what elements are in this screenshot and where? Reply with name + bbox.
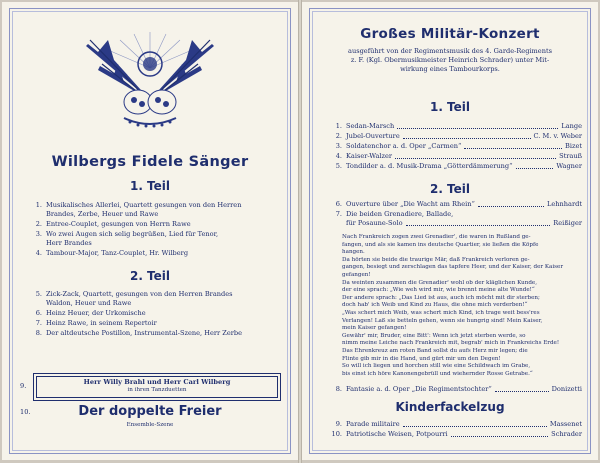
program-item bbox=[24, 249, 282, 258]
item-number: 10. bbox=[20, 408, 31, 416]
ballad-line: fangen, und als sie kamen ins deutsche Quartier, sie ließen die Köpfe bbox=[342, 241, 539, 248]
item-number: 10. bbox=[331, 430, 342, 438]
item-title: Patriotische Weisen, Potpourri bbox=[346, 430, 448, 438]
item-title: Tondilder a. d. Musik-Drama „Götterdämmerung“ bbox=[346, 162, 513, 170]
left-page bbox=[2, 2, 298, 460]
program-item bbox=[324, 142, 582, 151]
item-number: 9. bbox=[335, 420, 342, 428]
ballad-line: Gewähr' mir, Bruder, eine Bitt': Wenn ich jetzt sterben werde, so bbox=[342, 332, 526, 339]
program-item bbox=[324, 210, 582, 219]
ballad-line: Da hörten sie beide die traurige Mär, daß Frankreich verloren ge- bbox=[342, 256, 530, 263]
item-number: 3. bbox=[35, 230, 42, 238]
duet-subtitle: in ihren Tanzduetten bbox=[127, 387, 187, 393]
program-item bbox=[324, 385, 582, 394]
item-composer: Lehnhardt bbox=[547, 200, 582, 208]
ballad-line: hangen. bbox=[342, 249, 365, 256]
program-item bbox=[324, 200, 582, 209]
item-text: Wo zwei Augen sich selig begrüßen, Lied für Tenor, bbox=[46, 230, 219, 238]
ballad-line: mein Kaiser gefangen! bbox=[342, 325, 407, 332]
ballad-line: doch hab' ich Weib und Kind zu Haus, die ohne mich verderben!“ bbox=[342, 302, 528, 309]
program-item bbox=[324, 152, 582, 161]
item-title: Jubel-Ouverture bbox=[346, 132, 400, 140]
item-number: 8. bbox=[35, 329, 42, 337]
item-text: Der altdeutsche Postillon, Instrumental-Szene, Herr Zerbe bbox=[46, 329, 243, 337]
item-title: Kaiser-Walzer bbox=[346, 152, 393, 160]
item-text: Tambour-Major, Tanz-Couplet, Hr. Wilberg bbox=[46, 249, 189, 257]
item-composer: Massenet bbox=[549, 420, 582, 428]
program-item-continued bbox=[324, 219, 582, 228]
item-text: Herr Brandes bbox=[46, 238, 92, 247]
item-composer: Strauß bbox=[559, 152, 582, 160]
program-item bbox=[24, 290, 282, 307]
program-item bbox=[324, 430, 582, 439]
item-number: 4. bbox=[335, 152, 342, 160]
program-item bbox=[324, 162, 582, 171]
flags-emblem-icon bbox=[78, 30, 222, 134]
item-title: Parade militaire bbox=[346, 420, 400, 428]
ballad-line: Das Ehrenkreuz am roten Band sollst du aufs Herz mir legen; die bbox=[342, 347, 528, 354]
part2-heading: 2. Teil bbox=[429, 182, 471, 196]
duet-performers: Herr Willy Brahl und Herr Carl Wilberg bbox=[83, 378, 231, 386]
ballad-line: Der andere sprach: „Das Lied ist aus, auch ich möcht mit dir sterben; bbox=[342, 294, 540, 301]
item-composer: Lange bbox=[561, 122, 582, 130]
item-text: Musikalisches Allerlei, Quartett gesungen von den Herren bbox=[46, 201, 242, 209]
finale-title: Der doppelte Freier bbox=[78, 404, 222, 419]
item-number: 3. bbox=[335, 142, 342, 150]
concert-subtitle: z. F. (Kgl. Obermusikmeister Heinrich Schrader) unter Mit- bbox=[350, 56, 550, 64]
program-item bbox=[324, 122, 582, 131]
ballad-line: der eine sprach: „Wie weh wird mir, wie brennt meine alte Wunde!“ bbox=[342, 287, 535, 294]
item-composer: Wagner bbox=[556, 162, 582, 170]
duet-box bbox=[36, 376, 278, 398]
ballad-line: So will ich liegen und horchen still wie eine Schildwach im Grabe, bbox=[342, 363, 531, 370]
kinderfackelzug-heading: Kinderfackelzug bbox=[395, 400, 505, 414]
ballad-line: bis einst ich höre Kanonengebrüll und wiehernder Rosse Getrabe.“ bbox=[342, 370, 533, 377]
troupe-title: Wilbergs Fidele Sänger bbox=[51, 154, 249, 170]
finale-subtitle: Ensemble-Szene bbox=[126, 422, 174, 428]
program-item bbox=[24, 201, 282, 218]
ballad-line: Flinte gib mir in die Hand, und gürt mir um den Degen! bbox=[342, 355, 501, 362]
ballad-line: nimm meine Leiche nach Frankreich mit, begrab' mich in Frankreichs Erde! bbox=[342, 340, 560, 347]
item-number: 1. bbox=[335, 122, 342, 130]
item-number: 6. bbox=[335, 200, 342, 208]
item-composer: C. M. v. Weber bbox=[533, 132, 582, 140]
concert-subtitle: ausgeführt von der Regimentsmusik des 4. Garde-Regiments bbox=[348, 47, 552, 55]
concert-subtitle: wirkung eines Tambourkorps. bbox=[400, 65, 500, 73]
item-composer: Reißiger bbox=[553, 219, 582, 227]
part1-heading: 1. Teil bbox=[429, 100, 471, 114]
item-text: Waldon, Heuer und Rawe bbox=[46, 298, 132, 307]
item-title: Sedan-Marsch bbox=[346, 122, 395, 130]
program-item bbox=[324, 420, 582, 429]
item-number: 7. bbox=[335, 210, 342, 218]
item-composer: Donizetti bbox=[551, 385, 582, 393]
item-number: 2. bbox=[35, 220, 42, 228]
program-item bbox=[324, 132, 582, 141]
right-page bbox=[302, 2, 598, 460]
item-text: Zick-Zack, Quartett, gesungen von den Herren Brandes bbox=[46, 290, 233, 298]
item-number: 5. bbox=[35, 290, 42, 298]
item-text: Heinz Rawe, in seinem Repertoir bbox=[46, 319, 157, 327]
item-number: 8. bbox=[335, 385, 342, 393]
item-composer: Bizet bbox=[565, 142, 582, 150]
part2-heading: 2. Teil bbox=[129, 269, 171, 283]
program-item bbox=[24, 220, 282, 229]
item-number: 1. bbox=[35, 201, 42, 209]
ballad-line: „Was schert mich Weib, was schert mich Kind, ich trage weit bess'res bbox=[342, 309, 540, 316]
item-text: Heinz Heuer, der Urkomische bbox=[46, 309, 146, 317]
item-number: 6. bbox=[35, 309, 42, 317]
item-title: Soldatenchor a. d. Oper „Carmen“ bbox=[346, 142, 462, 150]
item-title: Die beiden Grenadiere, Ballade, bbox=[346, 210, 454, 218]
item-number: 9. bbox=[20, 382, 27, 390]
ballad-line: Da weinten zusammen die Grenadier' wohl ob der kläglichen Kunde, bbox=[342, 279, 538, 286]
item-number: 4. bbox=[35, 249, 42, 257]
ballad-line: Verlangen! Laß sie betteln gehen, wenn sie hungrig sind! Mein Kaiser, bbox=[342, 317, 543, 324]
item-text: Entree-Couplet, gesungen von Herrn Rawe bbox=[46, 220, 191, 228]
ballad-line: gangen, besiegt und zerschlagen das tapfere Heer, und der Kaiser, der Kaiser bbox=[342, 264, 564, 271]
item-title: Fantasie a. d. Oper „Die Regimentstochter“ bbox=[346, 385, 492, 393]
ballad-line: gefangen! bbox=[342, 271, 371, 278]
item-number: 5. bbox=[335, 162, 342, 170]
program-item bbox=[24, 309, 282, 318]
concert-title: Großes Militär-Konzert bbox=[360, 26, 540, 42]
item-number: 7. bbox=[35, 319, 42, 327]
item-number: 2. bbox=[335, 132, 342, 140]
item-title: Ouverture über „Die Wacht am Rhein“ bbox=[346, 200, 475, 208]
ballad-text bbox=[342, 234, 572, 378]
item-composer: Schrader bbox=[551, 430, 582, 438]
program-item bbox=[24, 230, 282, 247]
ballad-line: Nach Frankreich zogen zwei Grenadier', die waren in Rußland ge- bbox=[342, 234, 531, 240]
program-item bbox=[24, 329, 282, 338]
part1-heading: 1. Teil bbox=[129, 179, 171, 193]
program-item bbox=[24, 319, 282, 328]
item-text: Brandes, Zerbe, Heuer und Rawe bbox=[46, 209, 159, 218]
item-title: für Posaune-Solo bbox=[346, 219, 403, 227]
